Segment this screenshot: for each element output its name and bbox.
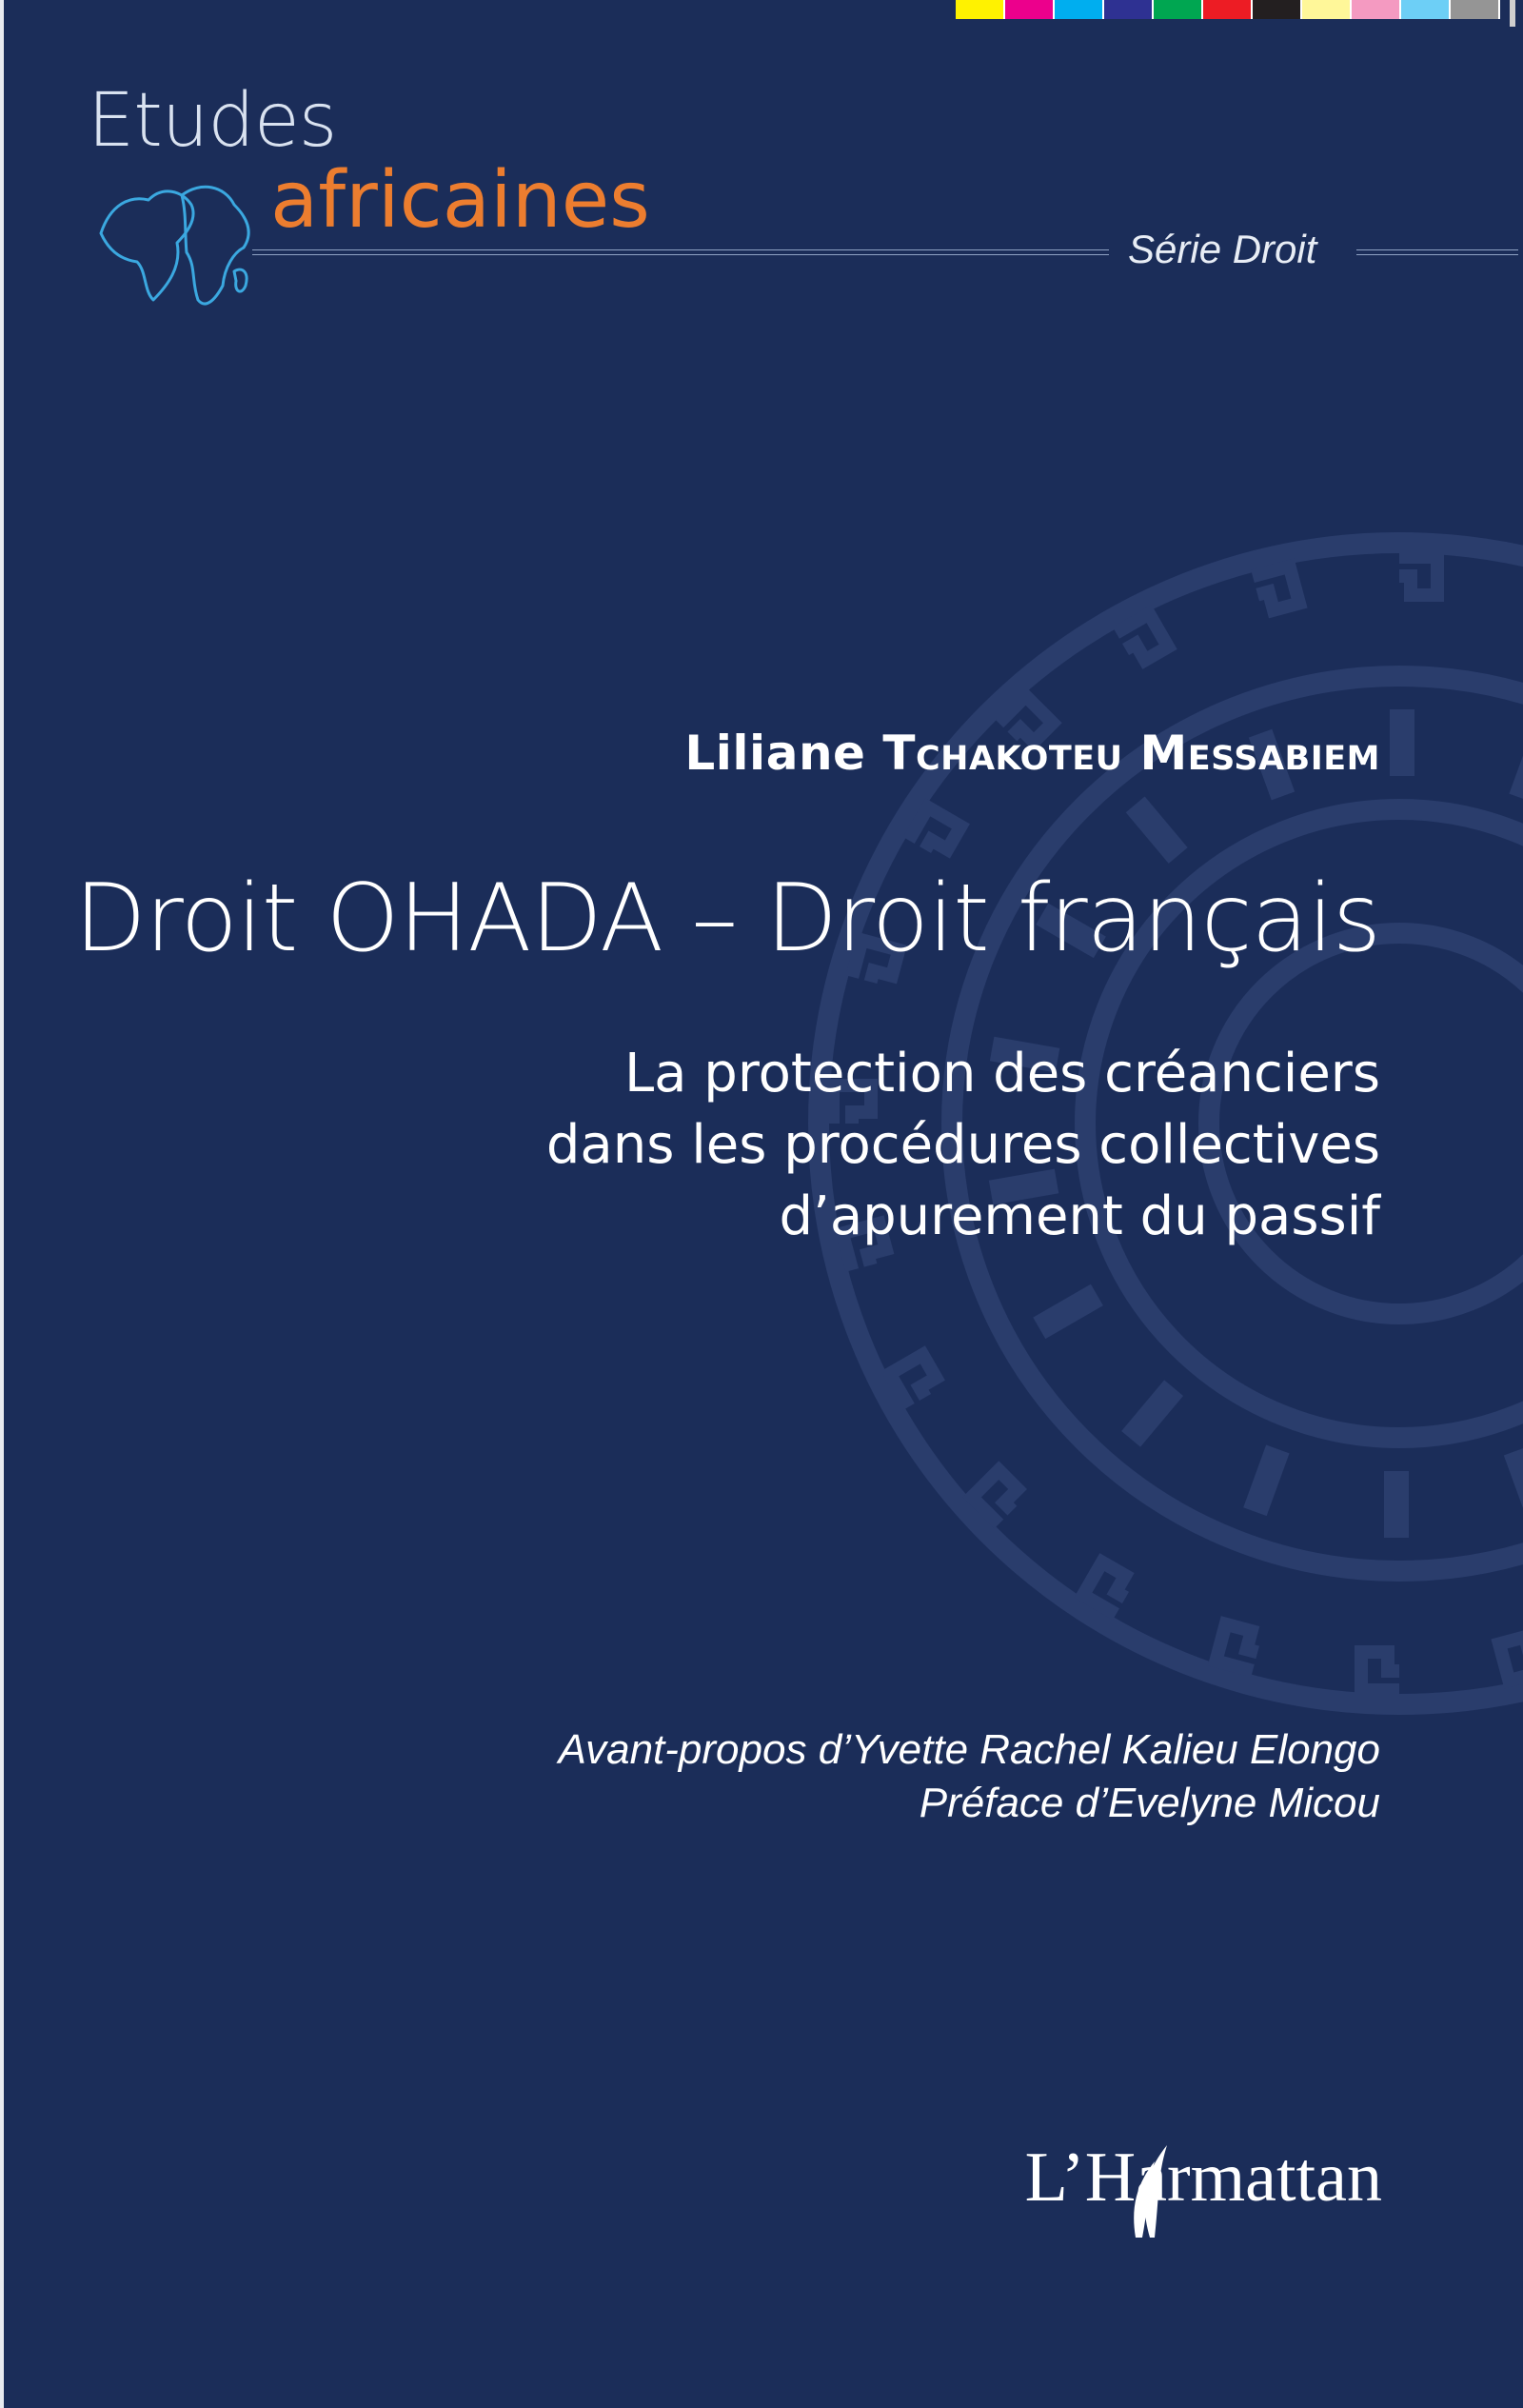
preface-credit: Préface d’Evelyne Micou bbox=[919, 1780, 1380, 1826]
publisher-logo: L’Harmattan bbox=[1024, 2139, 1382, 2217]
color-swatch bbox=[1154, 0, 1203, 19]
subtitle-line: La protection des créanciers bbox=[623, 1043, 1380, 1104]
color-swatch bbox=[1253, 0, 1302, 19]
credits bbox=[559, 1723, 1380, 1830]
color-calibration-bar bbox=[956, 0, 1515, 19]
series-rule bbox=[252, 249, 1109, 255]
author-last-name: Tchakoteu Messabiem bbox=[882, 726, 1380, 781]
color-swatch bbox=[1401, 0, 1451, 19]
subtitle-line: dans les procédures collectives bbox=[545, 1114, 1380, 1176]
author-name bbox=[684, 726, 1380, 781]
trim-mark bbox=[1510, 0, 1515, 27]
subtitle-line: d’apurement du passif bbox=[779, 1185, 1380, 1247]
book-subtitle bbox=[546, 1038, 1380, 1252]
color-swatch bbox=[1203, 0, 1253, 19]
book-title: Droit OHADA – Droit français bbox=[74, 865, 1380, 973]
color-swatch bbox=[1104, 0, 1154, 19]
color-swatch bbox=[1302, 0, 1352, 19]
author-first-name: Liliane bbox=[684, 726, 866, 781]
collection-name: Série Droit bbox=[1128, 227, 1317, 271]
series-rule bbox=[1356, 249, 1518, 255]
color-swatch bbox=[1352, 0, 1401, 19]
color-swatch bbox=[956, 0, 1005, 19]
color-swatch bbox=[1451, 0, 1500, 19]
foreword-credit: Avant-propos d’Yvette Rachel Kalieu Elongo bbox=[558, 1726, 1380, 1773]
series-subtitle: africaines bbox=[270, 155, 650, 246]
series-title: Etudes bbox=[88, 78, 337, 164]
africa-map-icon bbox=[91, 176, 263, 319]
color-swatch bbox=[1005, 0, 1055, 19]
color-swatch bbox=[1055, 0, 1104, 19]
